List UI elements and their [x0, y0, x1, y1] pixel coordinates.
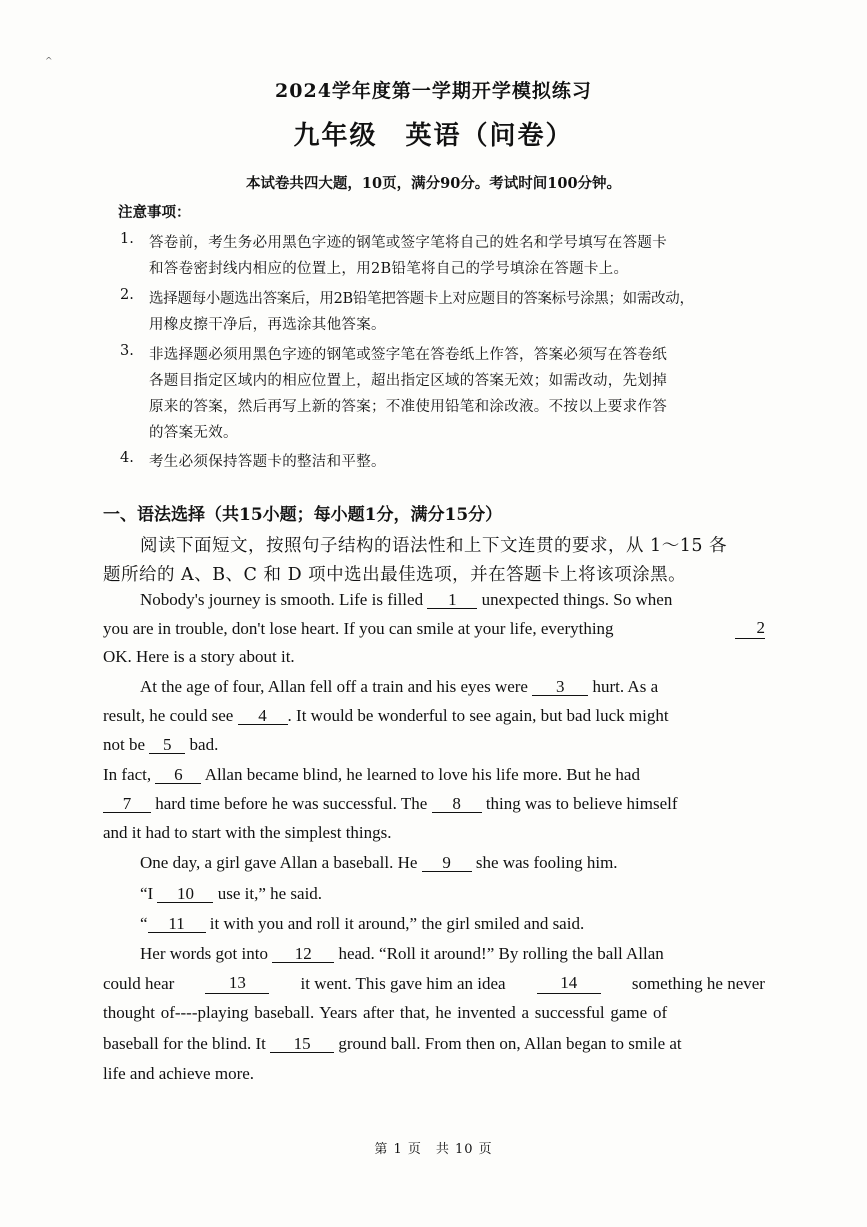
- blank-11: 11: [148, 915, 206, 933]
- passage-line: you are in trouble, don't lose heart. If you can smile at your life, everything 2: [103, 618, 765, 638]
- scan-mark: ^: [45, 57, 53, 67]
- note-line: 考生必须保持答题卡的整洁和平整。: [149, 454, 386, 470]
- passage-line: “I 10 use it,” he said.: [140, 884, 323, 903]
- blank-13: 13: [205, 974, 269, 994]
- blank-12: 12: [272, 945, 334, 963]
- passage-line: result, he could see 4 . It would be wonderful to see again, but bad luck might: [103, 706, 669, 725]
- passage-line: baseball for the blind. It 15 ground ball. From then on, Allan began to smile at: [103, 1034, 682, 1053]
- note-number: 3.: [120, 343, 134, 359]
- note-line: 用橡皮擦干净后，再选涂其他答案。: [149, 317, 386, 333]
- note-line: 和答卷密封线内相应的位置上，用2B铅笔将自己的学号填涂在答题卡上。: [149, 261, 629, 277]
- blank-5: 5: [149, 736, 185, 754]
- exam-info: 本试卷共四大题，10页，满分90分。考试时间100分钟。: [245, 175, 622, 192]
- blank-15: 15: [270, 1035, 334, 1053]
- exam-subtitle: 九年级 英语（问卷）: [293, 121, 574, 151]
- passage-line: 7 hard time before he was successful. The 8 thing was to believe himself: [103, 794, 678, 814]
- passage-line: “ 11 it with you and roll it around,” the girl smiled and said.: [140, 914, 585, 933]
- note-line: 答卷前，考生务必用黑色字迹的钢笔或签字笔将自己的姓名和学号填写在答题卡: [149, 235, 667, 251]
- blank-6: 6: [155, 766, 201, 784]
- passage-line: At the age of four, Allan fell off a train and his eyes were 3 hurt. As a: [140, 677, 659, 696]
- note-number: 2.: [120, 287, 134, 303]
- instruction-line: 题所给的 A、B、C 和 D 项中选出最佳选项，并在答题卡上将该项涂黑。: [103, 565, 687, 585]
- passage-line: One day, a girl gave Allan a baseball. He 9 she was fooling him.: [140, 853, 618, 872]
- passage-line: Her words got into 12 head. “Roll it around!” By rolling the ball Allan: [140, 944, 664, 963]
- passage-line: life and achieve more.: [103, 1064, 255, 1083]
- notes-heading: 注意事项：: [118, 204, 191, 221]
- blank-14: 14: [537, 974, 601, 994]
- blank-9: 9: [422, 854, 472, 872]
- note-line: 选择题每小题选出答案后，用2B铅笔把答题卡上对应题目的答案标号涂黑；如需改动，: [149, 291, 694, 307]
- passage-line: and it had to start with the simplest things.: [103, 823, 392, 842]
- passage-line: not be 5 bad.: [103, 735, 219, 754]
- note-number: 4.: [120, 450, 134, 466]
- exam-title: 2024学年度第一学期开学模拟练习: [275, 80, 592, 102]
- blank-4: 4: [238, 707, 288, 725]
- passage-line: OK. Here is a story about it.: [103, 647, 295, 666]
- blank-1: 1: [427, 591, 477, 609]
- blank-10: 10: [157, 885, 213, 903]
- note-line: 的答案无效。: [149, 425, 238, 441]
- page-footer: 第 1 页 共 10 页: [374, 1142, 493, 1157]
- instruction-line: 阅读下面短文，按照句子结构的语法性和上下文连贯的要求，从 1～15 各: [140, 536, 728, 556]
- note-line: 原来的答案，然后再写上新的答案；不准使用铅笔和涂改液。不按以上要求作答: [149, 399, 667, 415]
- section-heading: 一、语法选择（共15小题；每小题1分，满分15分）: [103, 505, 503, 525]
- passage-line: thought of----playing baseball. Years after that, he invented a successful game of: [103, 1003, 668, 1022]
- blank-8: 8: [432, 795, 482, 813]
- passage-line: could hear 13 it went. This gave him an idea 14 something he never: [103, 973, 765, 993]
- passage-line: In fact, 6 Allan became blind, he learned to love his life more. But he had: [103, 765, 640, 784]
- passage-line: Nobody's journey is smooth. Life is filled 1 unexpected things. So when: [140, 590, 673, 609]
- blank-2: 2: [735, 619, 765, 639]
- note-line: 各题目指定区域内的相应位置上，超出指定区域的答案无效；如需改动，先划掉: [149, 373, 667, 389]
- note-line: 非选择题必须用黑色字迹的钢笔或签字笔在答卷纸上作答，答案必须写在答卷纸: [149, 347, 667, 363]
- blank-3: 3: [532, 678, 588, 696]
- blank-7: 7: [103, 795, 151, 813]
- note-number: 1.: [120, 231, 134, 247]
